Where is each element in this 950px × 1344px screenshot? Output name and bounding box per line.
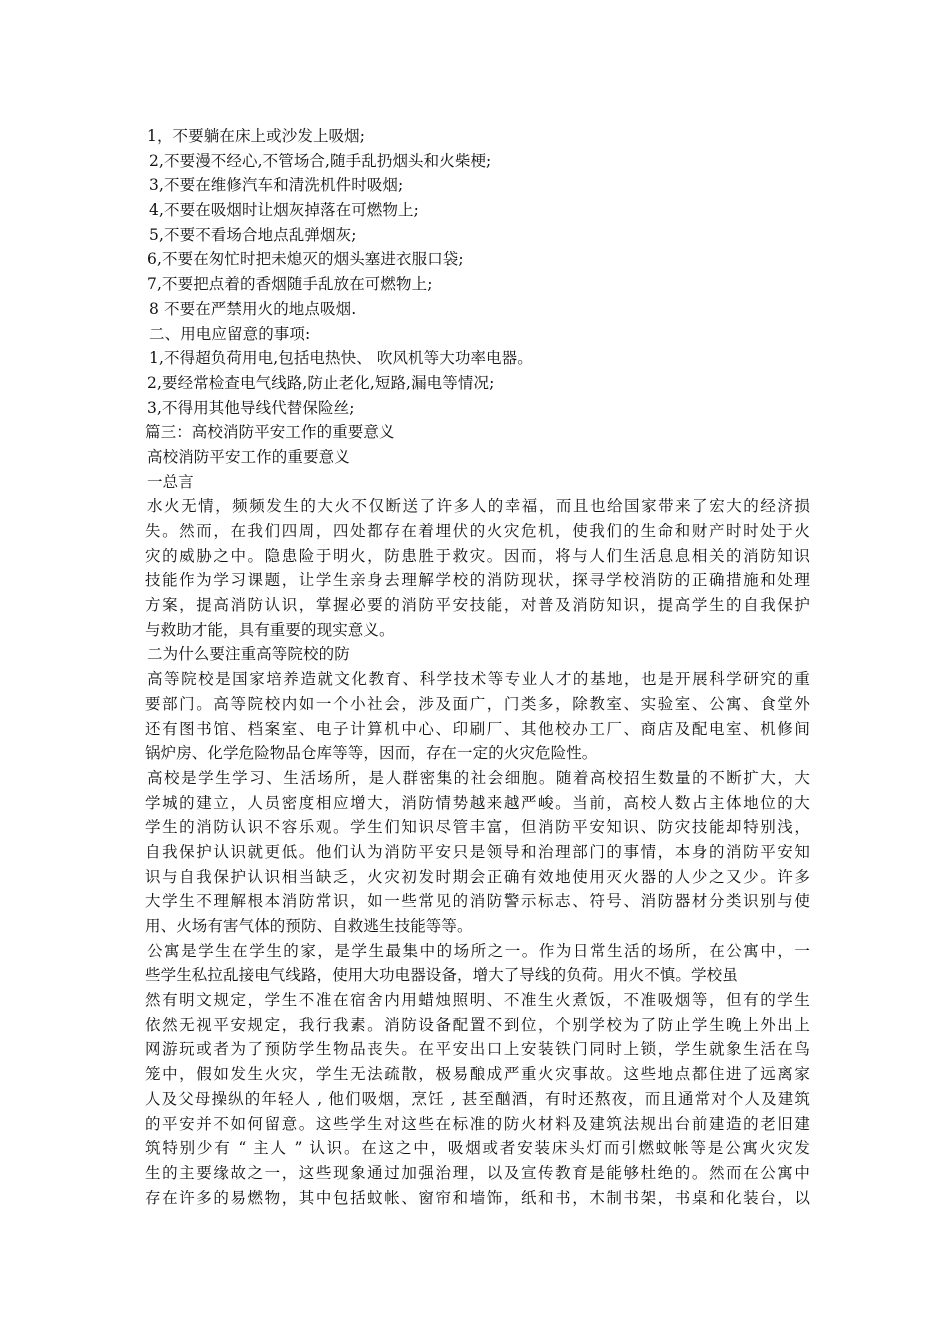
- text-line: 与救助才能，具有重要的现实意义。: [145, 620, 395, 639]
- text-line: 4,不要在吸烟时让烟灰掉落在可燃物上;: [149, 201, 419, 220]
- text-line: 二为什么要注重高等院校的防: [147, 645, 350, 664]
- text-line: 水火无情，频频发生的大火不仅断送了许多人的幸福，而且也给国家带来了宏大的经济损: [147, 497, 810, 516]
- text-line: 灾的威胁之中。隐患险于明火，防患胜于救灾。因而，将与人们生活息息相关的消防知识: [145, 546, 810, 565]
- text-line: 失。然而，在我们四周，四处都存在着埋伏的火灾危机，使我们的生命和财产时时处于火: [145, 522, 810, 540]
- text-line: 人及父母操纵的年轻人 , 他们吸烟，烹饪 , 甚至酗酒，有时还熬夜，而且通常对个人及建筑: [145, 1089, 810, 1108]
- text-line: 8 不要在严禁用火的地点吸烟.: [149, 299, 357, 318]
- text-line: 然有明文规定，学生不准在宿舍内用蜡烛照明、不准生火煮饭，不准吸烟等，但有的学生: [145, 991, 810, 1010]
- text-line: 筑特别少有 “ 主人 ” 认识。在这之中，吸烟或者安装床头灯而引燃蚊帐等是公寓火灾发: [145, 1139, 810, 1158]
- text-line: 网游玩或者为了预防学生物品丧失。在平安出口上安装铁门同时上锁，学生就象生活在鸟: [145, 1040, 810, 1059]
- text-line: 学生的消防认识不容乐观。学生们知识尽管丰富，但消防平安知识、防灾技能却特别浅，: [145, 818, 810, 837]
- text-line: 篇三：高校消防平安工作的重要意义: [145, 423, 395, 442]
- text-line: 高校是学生学习、生活场所，是人群密集的社会细胞。随着高校招生数量的不断扩大，大: [147, 768, 810, 787]
- text-line: 要部门。高等院校内如一个小社会，涉及面广，门类多，除教室、实验室、公寓、食堂外: [145, 694, 810, 713]
- text-line: 学城的建立，人员密度相应增大，消防情势越来越严峻。当前，高校人数占主体地位的大: [145, 793, 810, 812]
- text-line: 公寓是学生在学生的家，是学生最集中的场所之一。作为日常生活的场所，在公寓中，一: [147, 941, 810, 960]
- text-line: 高等院校是国家培养造就文化教育、科学技术等专业人才的基地，也是开展科学研究的重: [147, 670, 810, 689]
- text-line: 的平安并不如何留意。这些学生对这些在标准的防火材料及建筑法规出台前建造的老旧建: [145, 1114, 810, 1133]
- text-line: 用、火场有害气体的预防、自救逃生技能等等。: [145, 917, 473, 935]
- text-line: 2,不要漫不经心,不管场合,随手乱扔烟头和火柴梗;: [149, 151, 492, 170]
- text-line: 一总言: [147, 472, 194, 491]
- text-line: 3,不得用其他导线代替保险丝;: [147, 398, 355, 417]
- text-line: 7,不要把点着的香烟随手乱放在可燃物上;: [147, 275, 433, 294]
- text-line: 5,不要不看场合地点乱弹烟灰;: [149, 225, 357, 244]
- text-line: 高校消防平安工作的重要意义: [147, 447, 350, 466]
- text-line: 识与自我保护认识相当缺乏，火灾初发时期会正确有效地使用灭火器的人少之又少。许多: [145, 867, 810, 886]
- text-line: 二、用电应留意的事项:: [149, 324, 311, 343]
- text-line: 笼中，假如发生火灾，学生无法疏散，极易酿成严重火灾事故。这些地点都住进了远离家: [145, 1065, 810, 1084]
- text-line: 1,不得超负荷用电,包括电热快、 吹风机等大功率电器。: [149, 349, 533, 368]
- text-line: 些学生私拉乱接电气线路，使用大功电器设备，增大了导线的负荷。用火不慎。学校虽: [145, 966, 738, 985]
- text-line: 存在许多的易燃物，其中包括蚊帐、窗帘和墙饰，纸和书，木制书架，书桌和化装台，以: [145, 1188, 810, 1207]
- text-line: 还有图书馆、档案室、电子计算机中心、印刷厂、其他校办工厂、商店及配电室、机修间: [145, 719, 810, 738]
- text-line: 方案，提高消防认识，掌握必要的消防平安技能，对普及消防知识，提高学生的自我保护: [145, 596, 810, 615]
- text-line: 2,要经常检查电气线路,防止老化,短路,漏电等情况;: [147, 373, 495, 392]
- text-line: 生的主要缘故之一，这些现象通过加强治理，以及宣传教育是能够杜绝的。然而在公寓中: [145, 1163, 810, 1182]
- text-line: 锅炉房、化学危险物品仓库等等，因而，存在一定的火灾危险性。: [145, 744, 598, 763]
- document-body: [145, 124, 810, 1210]
- text-line: 自我保护认识就更低。他们认为消防平安只是领导和治理部门的事情，本身的消防平安知: [145, 842, 810, 861]
- text-line: 6,不要在匆忙时把未熄灭的烟头塞进衣服口袋;: [147, 250, 464, 269]
- text-line: 大学生不理解根本消防常识，如一些常见的消防警示标志、符号、消防器材分类识别与使: [145, 892, 810, 911]
- text-line: 3,不要在维修汽车和清洗机件时吸烟;: [149, 176, 404, 195]
- text-line: 技能作为学习课题，让学生亲身去理解学校的消防现状，探寻学校消防的正确措施和处理: [145, 571, 810, 590]
- text-line: 依然无视平安规定，我行我素。消防设备配置不到位，个别学校为了防止学生晚上外出上: [145, 1015, 810, 1034]
- text-line: 1，不要躺在床上或沙发上吸烟;: [147, 127, 366, 145]
